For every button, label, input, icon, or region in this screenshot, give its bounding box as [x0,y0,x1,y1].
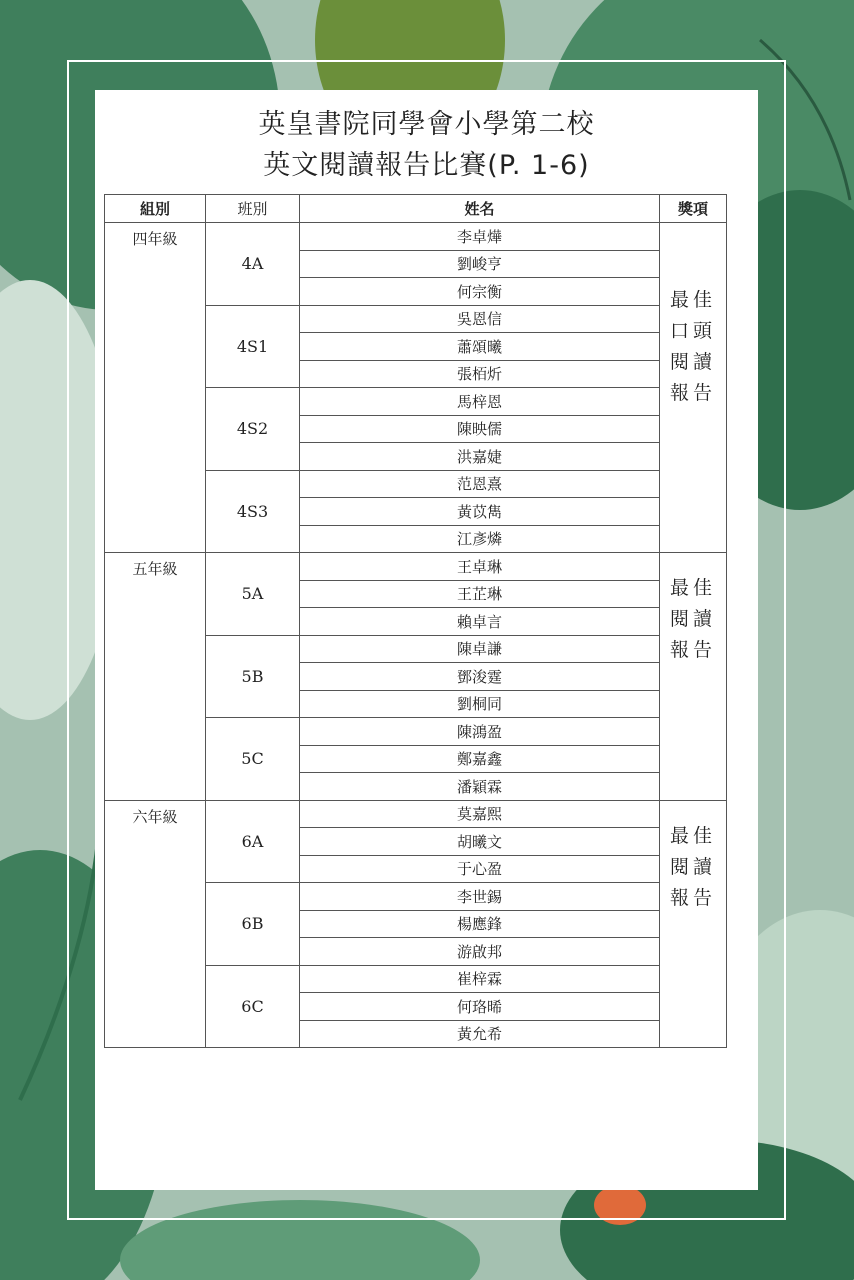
header-class: 班別 [206,195,300,223]
student-name-cell: 陳映儒 [300,415,660,443]
table-row [105,800,727,828]
header-name: 姓名 [300,195,660,223]
award-cell [660,800,727,1048]
class-cell: 5C [206,718,300,801]
student-name-cell: 陳鴻盈 [300,718,660,746]
class-cell: 5A [206,553,300,636]
award-label: 最佳閱讀報告 [669,577,716,661]
group-cell: 六年級 [105,800,206,1048]
student-name-cell: 黃苡雋 [300,498,660,526]
student-name-cell: 洪嘉婕 [300,443,660,471]
student-name-cell: 蕭頌曦 [300,333,660,361]
document-paper [95,90,758,1190]
student-name-cell: 鄭嘉鑫 [300,745,660,773]
title-line-1: 英皇書院同學會小學第二校 [258,109,595,140]
table-row [105,223,727,251]
student-name-cell: 何珞晞 [300,993,660,1021]
student-name-cell: 賴卓言 [300,608,660,636]
student-name-cell: 吳恩信 [300,305,660,333]
student-name-cell: 陳卓謙 [300,635,660,663]
student-name-cell: 楊應鋒 [300,910,660,938]
student-name-cell: 游啟邦 [300,938,660,966]
student-name-cell: 馬梓恩 [300,388,660,416]
class-cell: 6A [206,800,300,883]
award-cell [660,553,727,801]
student-name-cell: 何宗衡 [300,278,660,306]
student-name-cell: 胡曦文 [300,828,660,856]
class-cell: 5B [206,635,300,718]
student-name-cell: 于心盈 [300,855,660,883]
group-cell: 四年級 [105,223,206,553]
student-name-cell: 王卓琳 [300,553,660,581]
header-group: 組別 [105,195,206,223]
student-name-cell: 范恩熹 [300,470,660,498]
student-name-cell: 黃允希 [300,1020,660,1048]
student-name-cell: 鄧浚霆 [300,663,660,691]
award-cell [660,223,727,553]
award-label: 最佳閱讀報告 [669,824,716,909]
student-name-cell: 莫嘉熙 [300,800,660,828]
award-label: 最佳口頭閱讀報告 [669,289,716,404]
student-name-cell: 崔梓霖 [300,965,660,993]
student-name-cell: 劉桐同 [300,690,660,718]
student-name-cell: 江彥燐 [300,525,660,553]
table-body [105,223,727,1048]
results-table [104,194,727,1048]
class-cell: 6C [206,965,300,1048]
student-name-cell: 王芷琳 [300,580,660,608]
group-cell: 五年級 [105,553,206,801]
class-cell: 4S1 [206,305,300,388]
class-cell: 4A [206,223,300,306]
class-cell: 6B [206,883,300,966]
class-cell: 4S3 [206,470,300,553]
header-award: 獎項 [660,195,727,223]
student-name-cell: 潘穎霖 [300,773,660,801]
table-header-row [105,195,727,223]
table-row [105,553,727,581]
student-name-cell: 李世錫 [300,883,660,911]
student-name-cell: 張栢炘 [300,360,660,388]
title-line-2: 英文閱讀報告比賽(P. 1-6) [263,150,590,181]
student-name-cell: 李卓燁 [300,223,660,251]
class-cell: 4S2 [206,388,300,471]
student-name-cell: 劉峻亨 [300,250,660,278]
